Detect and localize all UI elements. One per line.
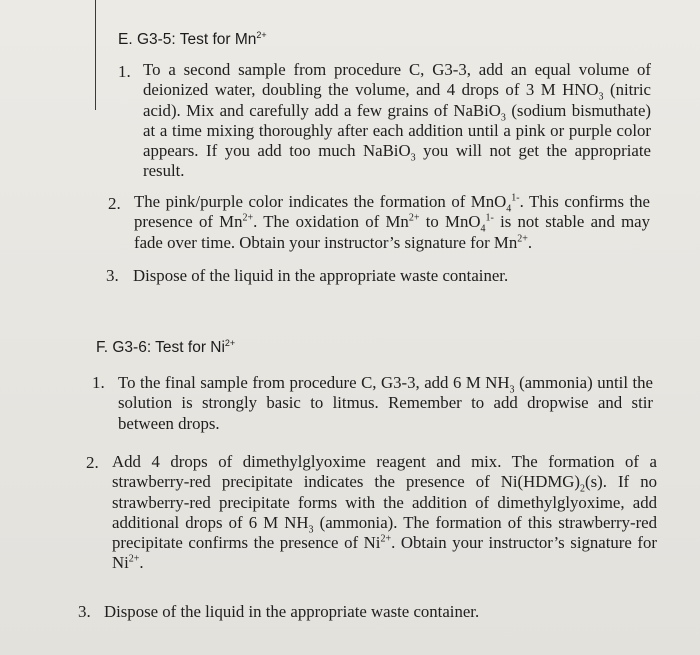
- margin-rule: [95, 0, 96, 110]
- section-e-item-1-text: To a second sample from procedure C, G3-3, add an equal volume of deionized water, doubling the volume, and 4 drops of 3 M $HNO_3$ (nitric acid). Mix and carefully add a few grains of NaBiO$_3$ (sodium bismuthate) at a time mixing thoroughly after each addition until a pink or purple color appears. If you add too much NaBiO$_3$ you will not get the appropriate result.: [143, 60, 652, 181]
- section-f-item-2-text: Add 4 drops of dimethylglyoxime reagent and mix. The formation of a strawberry-red precipitate indicates the presence of $Ni(HDMG)_2(s)$. If no strawberry-red precipitate forms with the addition of dimethylglyoxime, add additional drops of 6 M $NH_3$ (ammonia). The formation of this strawberry-red precipitate confirms the presence of $Ni^{2+}$. Obtain your instructor’s signature for $Ni^{2+}$.: [112, 452, 657, 573]
- section-f-item-3-text: Dispose of the liquid in the appropriate waste container.: [104, 602, 480, 621]
- section-e-item-3-text: Dispose of the liquid in the appropriate waste container.: [133, 266, 509, 285]
- section-f-item-3-number: 3.: [78, 602, 91, 621]
- section-e-item-3-number: 3.: [106, 266, 119, 285]
- section-e-item-2-number: 2.: [108, 194, 121, 213]
- section-f-item-1-text: To the final sample from procedure C, G3-3, add 6 M $NH_3$ (ammonia) until the solution is strongly basic to litmus. Remember to add dropwise and stir between drops.: [118, 373, 653, 433]
- section-e-item-1-number: 1.: [118, 62, 131, 81]
- section-e-heading: E. G3-5: Test for $Mn^{2+}$: [118, 30, 267, 49]
- section-f-item-1-number: 1.: [92, 373, 105, 392]
- section-f-item-2-number: 2.: [86, 453, 99, 472]
- section-e-item-2-text: The pink/purple color indicates the formation of MnO$_4^{1-}$. This confirms the presence of $Mn^{2+}$. The oxidation of $Mn^{2+}$ to MnO$_4^{1-}$ is not stable and may fade over time. Obtain your instructor’s signature for $Mn^{2+}$.: [134, 192, 650, 252]
- section-f-heading: F. G3-6: Test for $Ni^{2+}$: [96, 338, 236, 357]
